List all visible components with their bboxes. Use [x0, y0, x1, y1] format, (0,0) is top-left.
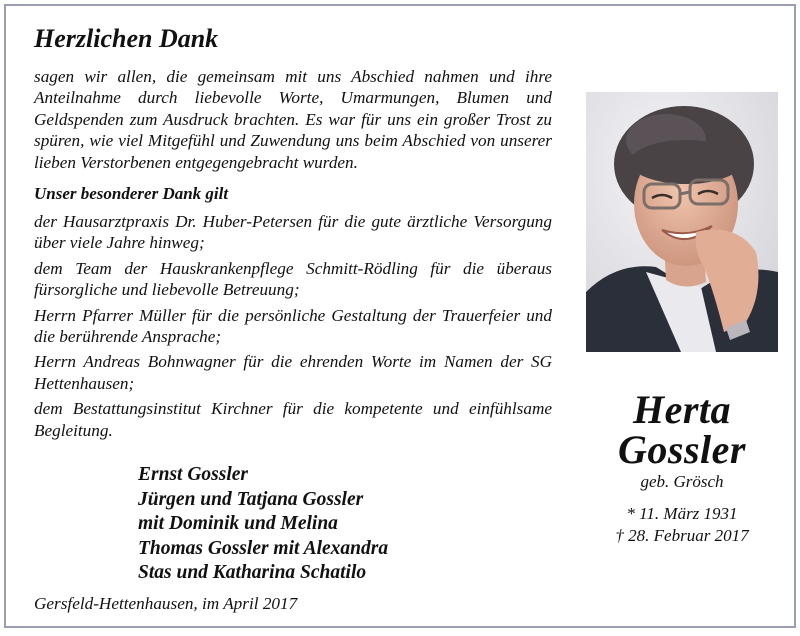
signer-line: Thomas Gossler mit Alexandra — [138, 537, 389, 559]
deceased-first-name: Herta — [632, 387, 732, 432]
signer-line: Stas und Katharina Schatilo — [138, 562, 367, 583]
signers-list — [138, 463, 388, 586]
signer-line: mit Dominik und Melina — [138, 513, 338, 534]
thanks-item: dem Team der Hauskrankenpflege Schmitt-Rödling für die überaus fürsorgliche und liebevolle Betreuung; — [34, 258, 552, 300]
death-date: † 28. Februar 2017 — [615, 526, 749, 545]
thanks-list — [34, 211, 552, 445]
thanks-item: Herrn Andreas Bohnwagner für die ehrenden Worte im Namen der SG Hettenhausen; — [34, 352, 552, 393]
heading: Herzlichen Dank — [34, 24, 219, 53]
maiden-name: geb. Grösch — [640, 472, 724, 491]
thanks-item: dem Bestattungsinstitut Kirchner für die kompetente und einfühlsame Begleitung. — [34, 399, 552, 440]
thanks-item: der Hausarztpraxis Dr. Huber-Petersen für die gute ärztliche Versorgung über viele Jahre hinweg; — [34, 212, 552, 253]
special-thanks-heading: Unser besonderer Dank gilt — [34, 184, 229, 203]
signer-line: Ernst Gossler — [138, 464, 248, 485]
obituary-card — [4, 4, 796, 628]
signer-line: Jürgen und Tatjana Gossler — [138, 488, 364, 510]
intro-paragraph: sagen wir allen, die gemeinsam mit uns Abschied nahmen und ihre Anteilnahme durch liebevolle Worte, Umarmungen, Blumen und Geldspenden zum Ausdruck brachten. Es war für uns ein großer Trost zu spüren, wie viel Mitgefühl und Zuwendung uns beim Abschied von unserer lieben Verstorbenen entgegengebracht wurden. — [34, 67, 552, 172]
portrait-photo — [586, 92, 778, 352]
thanks-item: Herrn Pfarrer Müller für die persönliche Gestaltung der Trauerfeier und die berührende Ansprache; — [34, 305, 552, 347]
birth-date: * 11. März 1931 — [626, 504, 738, 523]
deceased-last-name: Gossler — [618, 427, 746, 472]
place-date: Gersfeld-Hettenhausen, im April 2017 — [34, 594, 298, 613]
